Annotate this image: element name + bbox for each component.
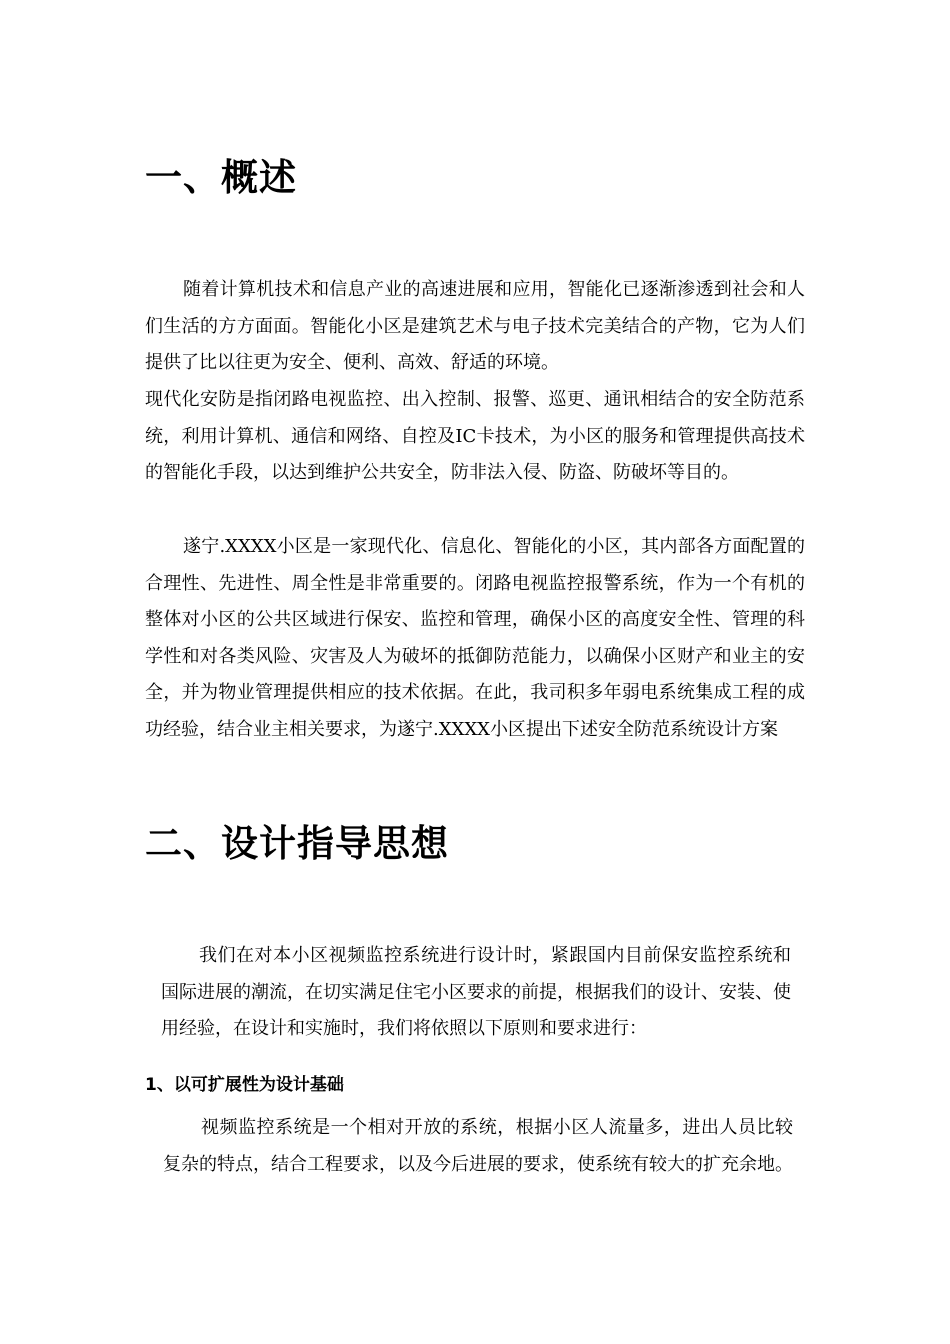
section-1-paragraph-1: 随着计算机技术和信息产业的高速进展和应用，智能化已逐渐渗透到社会和人们生活的方方面面。智能化小区是建筑艺术与电子技术完美结合的产物，它为人们提供了比以往更为安全、便利、高效、舒适的环境。 — [145, 279, 805, 373]
section-1-paragraph-2: 现代化安防是指闭路电视监控、出入控制、报警、巡更、通讯相结合的安全防范系统，利用计算机、通信和网络、自控及IC卡技术，为小区的服务和管理提供高技术的智能化手段，以达到维护公共安全，防非法入侵、防盗、防破坏等目的。 — [145, 389, 805, 483]
section-2-intro-paragraph: 我们在对本小区视频监控系统进行设计时，紧跟国内目前保安监控系统和国际进展的潮流，在切实满足住宅小区要求的前提，根据我们的设计、安装、使用经验，在设计和实施时，我们将依照以下原则和要求进行： — [161, 945, 791, 1039]
subsection-1-paragraph: 视频监控系统是一个相对开放的系统，根据小区人流量多，进出人员比较复杂的特点，结合工程要求，以及今后进展的要求，使系统有较大的扩充余地。 — [163, 1117, 793, 1175]
subsection-1-title: 1、以可扩展性为设计基础 — [145, 1075, 344, 1095]
section-2-title: 二、设计指导思想 — [145, 822, 449, 865]
section-1-title: 一、概述 — [145, 156, 297, 199]
section-1-paragraph-3: 遂宁.XXXX小区是一家现代化、信息化、智能化的小区，其内部各方面配置的合理性、先进性、周全性是非常重要的。闭路电视监控报警系统，作为一个有机的整体对小区的公共区域进行保安、监控和管理，确保小区的高度安全性、管理的科学性和对各类风险、灾害及人为破坏的抵御防范能力，以确保小区财产和业主的安全，并为物业管理提供相应的技术依据。在此，我司积多年弱电系统集成工程的成功经验，结合业主相关要求，为遂宁.XXXX小区提出下述安全防范系统设计方案 — [145, 536, 805, 740]
